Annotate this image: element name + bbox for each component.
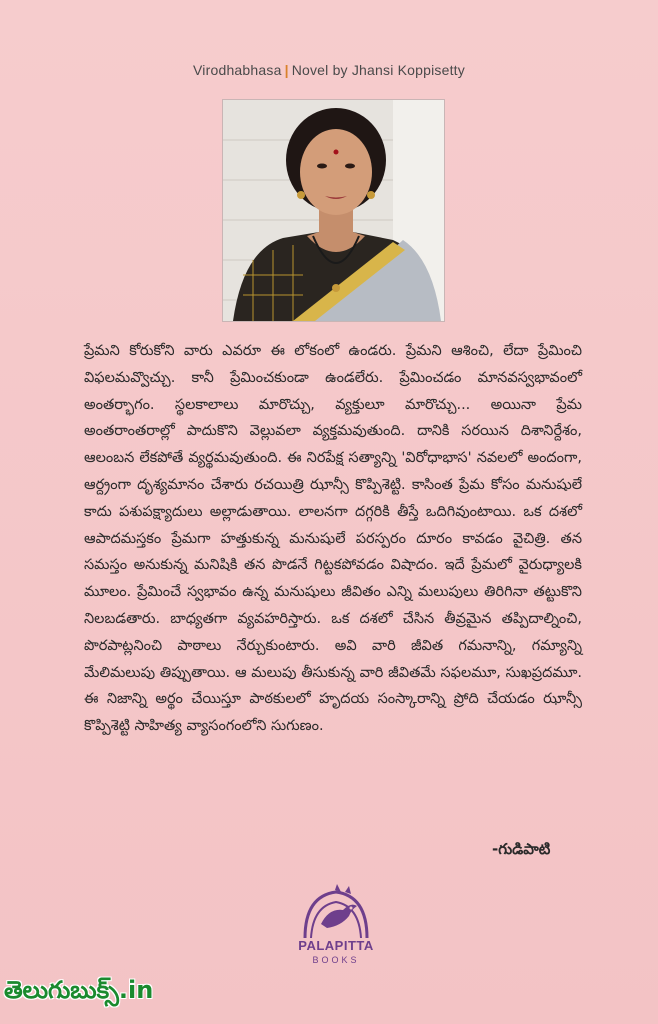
publisher-sub: BOOKS — [312, 955, 360, 965]
book-title: Virodhabhasa — [193, 62, 282, 78]
author-portrait-icon — [223, 100, 444, 321]
publisher-logo — [291, 884, 381, 980]
palapitta-bird-logo-icon — [291, 884, 381, 940]
blurb-paragraph: ప్రేమని కోరుకోని వారు ఎవరూ ఈ లోకంలో ఉండరు. ప్రేమని ఆశించి, లేదా ప్రేమించి విఫలమవ్వొచ్చు. కానీ ప్రేమించకుండా ఉండలేరు. ప్రేమించడం మానవస్వభావంలో అంతర్భాగం. స్థలకాలాలు మారొచ్చు, వ్యక్తులూ మారొచ్చు... అయినా ప్రేమ అంతరాంతరాల్లో పాదుకొని వెల్లువలా వ్యక్తమవుతుంది. దానికి సరయిన దిశానిర్దేశం, ఆలంబన లేకపోతే వ్యర్థమవుతుంది. ఈ నిరపేక్ష సత్యాన్ని 'విరోధాభాస' నవలలో అందంగా, ఆర్ద్రంగా దృశ్యమానం చేశారు రచయిత్రి ఝాన్సీ కొప్పిశెట్టి. కాసింత ప్రేమ కోసం మనుషులే కాదు పశుపక్ష్యాదులు అల్లాడుతాయి. లాలనగా దగ్గరికి తీస్తే ఒదిగివుంటాయి. ఒక దశలో ఆపాదమస్తకం ప్రేమగా హత్తుకున్న మనుషులే పరస్పరం దూరం కావడం వైచిత్రి. తన సమస్తం అనుకున్న మనిషికి తన పొడనే గిట్టకపోవడం విషాదం. ఇదే ప్రేమలో వైరుధ్యాలకి మూలం. ప్రేమించే స్వభావం ఉన్న మనుషులు జీవితం ఎన్ని మలుపులు తిరిగినా తట్టుకొని నిలబడతారు. బాధ్యతగా వ్యవహరిస్తారు. ఒక దశలో చేసిన తీవ్రమైన తప్పిదాల్నించి, పొరపాట్లనించి పాఠాలు నేర్చుకుంటారు. అవి వారి జీవిత గమనాన్ని, గమ్యాన్ని మేలిమలుపు తిప్పుతాయి. ఆ మలుపు తీసుకున్న వారి జీవితమే సఫలమూ, సుఖప్రదమూ. ఈ నిజాన్ని అర్థం చేయిస్తూ పాఠకులలో హృదయ సంస్కారాన్ని ప్రోది చేయడం ఝాన్సీ కొప్పిశెట్టి సాహిత్య వ్యాసంగంలోని సుగుణం. — [84, 343, 582, 735]
blurb-signature: -గుడిపాటి — [492, 840, 551, 858]
book-author-line: Novel by Jhansi Koppisetty — [291, 62, 465, 78]
publisher-name: PALAPITTA — [298, 938, 374, 953]
cover-header — [0, 62, 658, 78]
site-watermark: తెలుగుబుక్స్.in — [4, 976, 154, 1004]
author-photo — [223, 100, 444, 321]
header-separator: | — [284, 62, 289, 78]
